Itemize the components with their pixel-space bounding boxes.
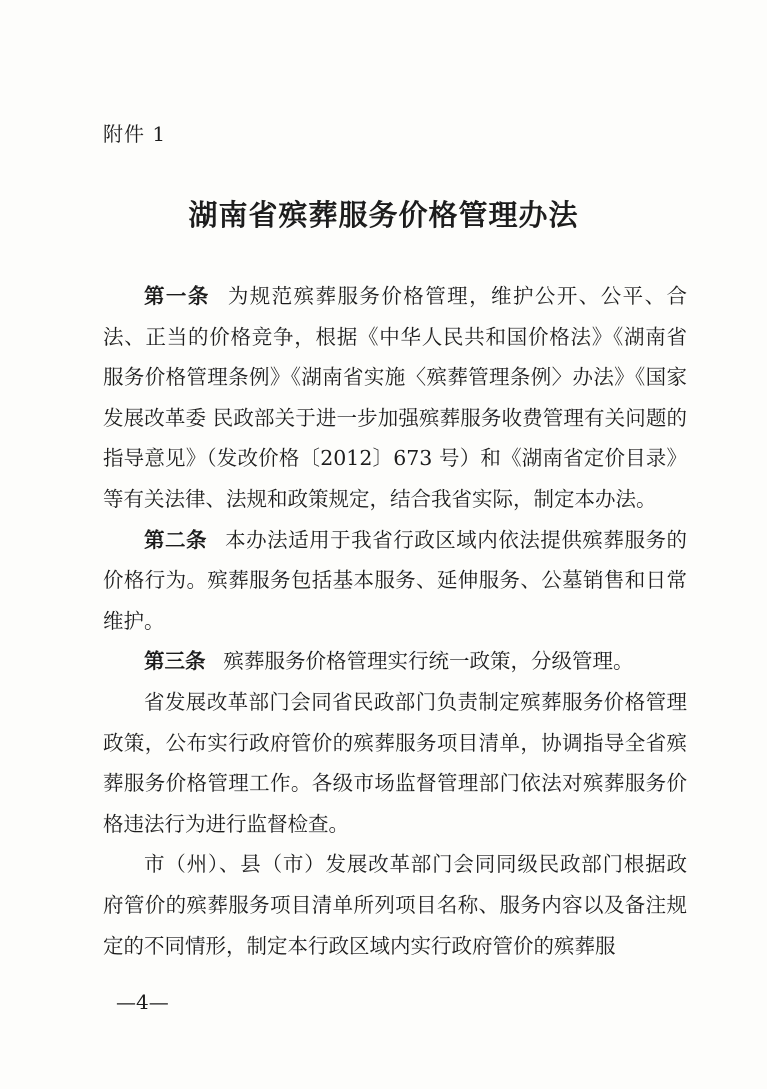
article-1-paragraph	[103, 276, 687, 520]
document-title: 湖南省殡葬服务价格管理办法	[188, 198, 579, 232]
paragraph-text: 殡葬服务价格管理实行统一政策，分级管理。	[223, 649, 634, 674]
document-body	[103, 276, 687, 966]
article-2-paragraph	[103, 520, 687, 642]
page-number: —4—	[116, 990, 169, 1014]
paragraph-text: 本办法适用于我省行政区域内依法提供殡葬服务的价格行为。殡葬服务包括基本服务、延伸服务、公墓销售和日常维护。	[103, 527, 687, 633]
paragraph-text: 省发展改革部门会同省民政部门负责制定殡葬服务价格管理政策，公布实行政府管价的殡葬服务项目清单，协调指导全省殡葬服务价格管理工作。各级市场监督管理部门依法对殡葬服务价格违法行为进行监督检查。	[103, 689, 687, 836]
article-3-clause-2	[103, 844, 687, 966]
attachment-label: 附件 1	[103, 122, 167, 146]
article-3-paragraph	[103, 641, 687, 682]
article-3-clause-1	[103, 682, 687, 844]
paragraph-text: 为规范殡葬服务价格管理，维护公开、公平、合法、正当的价格竞争，根据《中华人民共和国价格法》《湖南省服务价格管理条例》《湖南省实施〈殡葬管理条例〉办法》《国家发展改革委 民政部关于进一步加强殡葬服务收费管理有关问题的指导意见》（发改价格〔2012〕673 号）和《湖南省定价目录》等有关法律、法规和政策规定，结合我省实际，制定本办法。	[103, 284, 688, 511]
article-label: 第一条	[144, 284, 210, 308]
paragraph-text: 市（州）、县（市）发展改革部门会同同级民政部门根据政府管价的殡葬服务项目清单所列项目名称、服务内容以及备注规定的不同情形，制定本行政区域内实行政府管价的殡葬服	[103, 852, 687, 958]
article-label: 第三条	[144, 649, 206, 674]
article-label: 第二条	[144, 527, 208, 552]
